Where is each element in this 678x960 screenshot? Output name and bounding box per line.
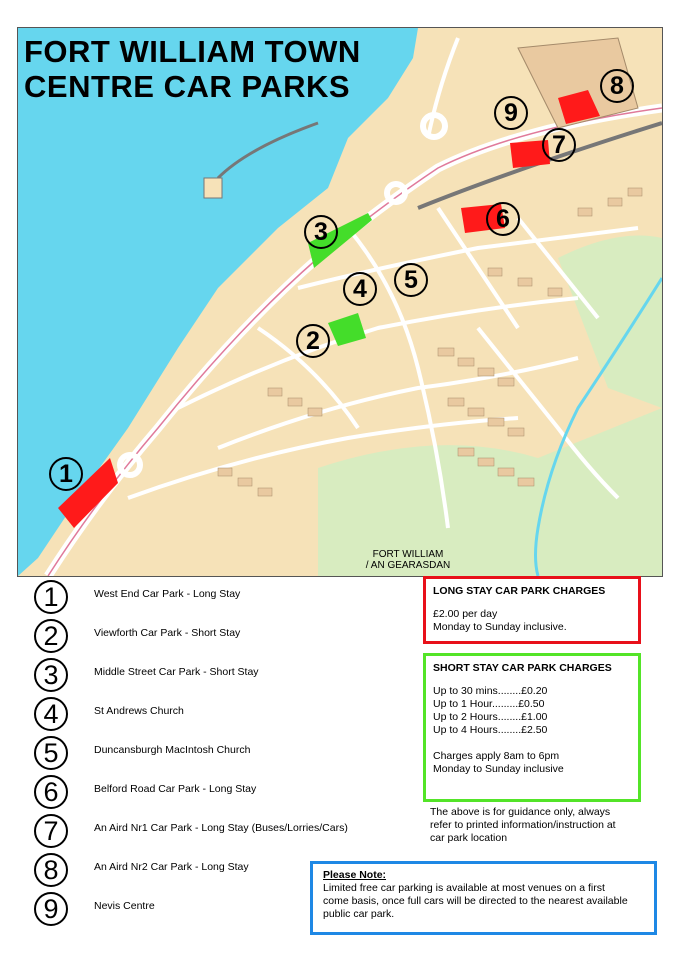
map-graphic bbox=[18, 28, 662, 576]
legend-label: An Aird Nr2 Car Park - Long Stay bbox=[94, 861, 249, 873]
note-line: public car park. bbox=[323, 908, 395, 920]
note-line: come basis, once full cars will be directed to the nearest available bbox=[323, 895, 628, 907]
town-map[interactable] bbox=[17, 27, 663, 577]
legend-item-7 bbox=[34, 814, 414, 852]
map-marker-3[interactable]: 3 bbox=[304, 215, 338, 249]
short-stay-rate: Up to 1 Hour.........£0.50 bbox=[433, 698, 545, 710]
long-stay-line: Monday to Sunday inclusive. bbox=[433, 621, 567, 633]
legend-label: An Aird Nr1 Car Park - Long Stay (Buses/Lorries/Cars) bbox=[94, 822, 348, 834]
short-stay-note: Monday to Sunday inclusive bbox=[433, 763, 564, 775]
legend-label: Duncansburgh MacIntosh Church bbox=[94, 744, 251, 756]
map-marker-6[interactable]: 6 bbox=[486, 202, 520, 236]
guidance-line: car park location bbox=[430, 832, 508, 844]
long-stay-charges-box bbox=[423, 576, 641, 644]
legend-number: 8 bbox=[34, 853, 68, 887]
map-marker-5[interactable]: 5 bbox=[394, 263, 428, 297]
legend-number: 3 bbox=[34, 658, 68, 692]
note-title: Please Note: bbox=[323, 869, 387, 881]
guidance-line: The above is for guidance only, always bbox=[430, 806, 611, 818]
legend-item-5 bbox=[34, 736, 414, 774]
short-stay-note: Charges apply 8am to 6pm bbox=[433, 750, 560, 762]
place-name bbox=[358, 549, 458, 571]
legend-number: 5 bbox=[34, 736, 68, 770]
map-marker-9[interactable]: 9 bbox=[494, 96, 528, 130]
legend-label: St Andrews Church bbox=[94, 705, 184, 717]
map-title-line-2: CENTRE CAR PARKS bbox=[24, 69, 351, 104]
long-stay-title: LONG STAY CAR PARK CHARGES bbox=[433, 585, 606, 597]
legend-label: Belford Road Car Park - Long Stay bbox=[94, 783, 257, 795]
please-note-box bbox=[310, 861, 657, 935]
map-marker-4[interactable]: 4 bbox=[343, 272, 377, 306]
legend-label: Viewforth Car Park - Short Stay bbox=[94, 627, 241, 639]
long-stay-line: £2.00 per day bbox=[433, 608, 498, 620]
pier-head bbox=[204, 178, 222, 198]
legend-number: 1 bbox=[34, 580, 68, 614]
short-stay-title: SHORT STAY CAR PARK CHARGES bbox=[433, 662, 612, 674]
legend-label: Nevis Centre bbox=[94, 900, 155, 912]
legend-label: Middle Street Car Park - Short Stay bbox=[94, 666, 259, 678]
map-marker-7[interactable]: 7 bbox=[542, 128, 576, 162]
place-name-line-2: / AN GEARASDAN bbox=[365, 560, 451, 571]
legend-number: 6 bbox=[34, 775, 68, 809]
place-name-line-1: FORT WILLIAM bbox=[372, 549, 444, 560]
guidance-text bbox=[430, 806, 655, 845]
map-marker-1[interactable]: 1 bbox=[49, 457, 83, 491]
short-stay-charges-box bbox=[423, 653, 641, 802]
short-stay-rate: Up to 4 Hours........£2.50 bbox=[433, 724, 548, 736]
map-title-line-1: FORT WILLIAM TOWN bbox=[24, 34, 361, 69]
short-stay-rate: Up to 2 Hours........£1.00 bbox=[433, 711, 548, 723]
legend-item-6 bbox=[34, 775, 414, 813]
map-marker-8[interactable]: 8 bbox=[600, 69, 634, 103]
legend-number: 7 bbox=[34, 814, 68, 848]
legend-item-2 bbox=[34, 619, 414, 657]
legend-number: 4 bbox=[34, 697, 68, 731]
legend-item-1 bbox=[34, 580, 414, 618]
map-title bbox=[24, 34, 361, 104]
legend-item-3 bbox=[34, 658, 414, 696]
legend-label: West End Car Park - Long Stay bbox=[94, 588, 241, 600]
legend-item-4 bbox=[34, 697, 414, 735]
guidance-line: refer to printed information/instruction at bbox=[430, 819, 616, 831]
short-stay-rate: Up to 30 mins........£0.20 bbox=[433, 685, 548, 697]
note-line: Limited free car parking is available at most venues on a first bbox=[323, 882, 605, 894]
legend-number: 2 bbox=[34, 619, 68, 653]
legend-number: 9 bbox=[34, 892, 68, 926]
map-marker-2[interactable]: 2 bbox=[296, 324, 330, 358]
